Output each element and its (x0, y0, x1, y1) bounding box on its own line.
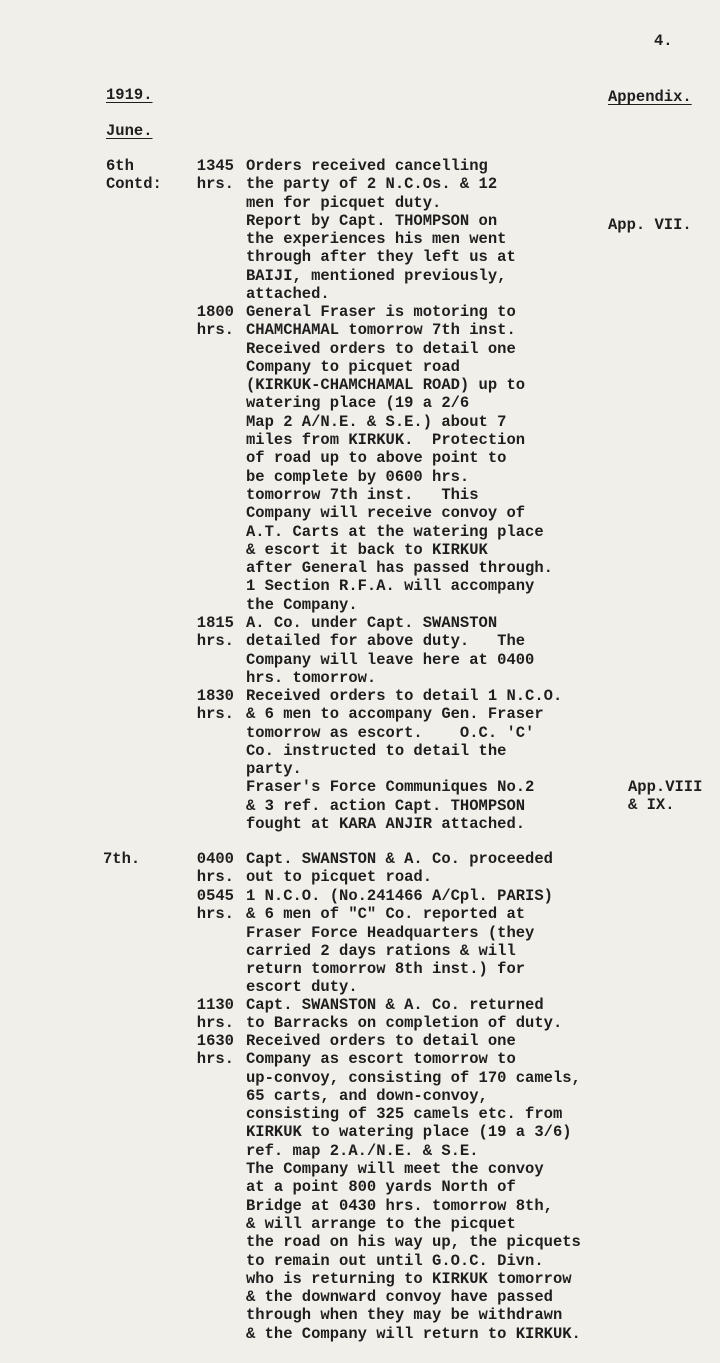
entry-time: 1345 (196, 157, 234, 175)
entry-line: BAIJI, mentioned previously, (246, 266, 507, 285)
appendix-ref: App. VII. (608, 216, 692, 234)
entry-line: (KIRKUK-CHAMCHAMAL ROAD) up to (246, 376, 526, 395)
entry-line: the party of 2 N.C.Os. & 12 (246, 175, 498, 194)
entry-time-unit: hrs. (196, 321, 234, 339)
entry-time: 1130 (196, 996, 234, 1014)
entry-line: at a point 800 yards North of (246, 1178, 516, 1197)
entry-line: of road up to above point to (246, 449, 507, 468)
entry-line: Received orders to detail 1 N.C.O. (246, 687, 563, 705)
entry-line: & 6 men to accompany Gen. Fraser (246, 705, 544, 724)
entry-line: hrs. tomorrow. (246, 668, 377, 687)
entry-line: the road on his way up, the picquets (246, 1233, 581, 1252)
page-number: 4. (654, 32, 673, 50)
entry-line: Report by Capt. THOMPSON on (246, 211, 498, 230)
entry-line: who is returning to KIRKUK tomorrow (246, 1269, 572, 1288)
entry-time-unit: hrs. (196, 905, 234, 923)
entry-time: 0545 (196, 887, 234, 905)
entry-line: Fraser Force Headquarters (they (246, 923, 535, 942)
entry-line: A.T. Carts at the watering place (246, 522, 544, 541)
entry-line: Company as escort tomorrow to (246, 1050, 516, 1069)
entry-text-1130 (246, 996, 562, 1033)
entry-line: be complete by 0600 hrs. (246, 467, 470, 486)
entry-line: The Company will meet the convoy (246, 1160, 544, 1179)
entry-time-unit: hrs. (196, 705, 234, 723)
entry-time: 1830 (196, 687, 234, 705)
entry-line: tomorrow as escort. O.C. 'C' (246, 723, 535, 742)
entry-line: ref. map 2.A./N.E. & S.E. (246, 1141, 479, 1160)
entry-time-unit: hrs. (196, 632, 234, 650)
entry-line: Received orders to detail one (246, 339, 516, 358)
entry-line: miles from KIRKUK. Protection (246, 431, 526, 450)
entry-text-1830 (246, 687, 562, 833)
entry-time: 1815 (196, 614, 234, 632)
entry-line: & the Company will return to KIRKUK. (246, 1324, 581, 1343)
entry-line: Bridge at 0430 hrs. tomorrow 8th, (246, 1196, 553, 1215)
entry-line: & will arrange to the picquet (246, 1214, 516, 1233)
entry-line: fought at KARA ANJIR attached. (246, 815, 526, 834)
month-heading: June. (106, 122, 153, 140)
entry-line: carried 2 days rations & will (246, 941, 516, 960)
entry-text-1800 (246, 303, 553, 614)
entry-line: to remain out until G.O.C. Divn. (246, 1251, 544, 1270)
entry-line: 1 N.C.O. (No.241466 A/Cpl. PARIS) (246, 887, 553, 905)
entry-line: after General has passed through. (246, 559, 553, 578)
appendix-ref-continued: & IX. (628, 796, 675, 814)
entry-line: General Fraser is motoring to (246, 303, 516, 321)
date-label-contd: Contd: (106, 175, 162, 193)
entry-line: escort duty. (246, 978, 358, 997)
entry-time: 1800 (196, 303, 234, 321)
entry-line: Fraser's Force Communiques No.2 (246, 778, 535, 797)
entry-line: Capt. SWANSTON & A. Co. proceeded (246, 850, 553, 868)
entry-line: Company to picquet road (246, 357, 460, 376)
entry-text-0545 (246, 887, 553, 997)
entry-line: Map 2 A/N.E. & S.E.) about 7 (246, 412, 507, 431)
entry-line: through when they may be withdrawn (246, 1306, 563, 1325)
entry-line: CHAMCHAMAL tomorrow 7th inst. (246, 321, 516, 340)
entry-line: watering place (19 a 2/6 (246, 394, 470, 413)
entry-line: & 3 ref. action Capt. THOMPSON (246, 796, 526, 815)
entry-line: 65 carts, and down-convoy, (246, 1086, 488, 1105)
entry-line: return tomorrow 8th inst.) for (246, 960, 526, 979)
appendix-ref: App.VIII (628, 778, 703, 796)
entry-time: 0400 (196, 850, 234, 868)
entry-line: Received orders to detail one (246, 1032, 516, 1050)
year-heading: 1919. (106, 86, 153, 104)
date-label: 7th. (103, 850, 141, 868)
entry-line: the experiences his men went (246, 230, 507, 249)
entry-line: to Barracks on completion of duty. (246, 1014, 563, 1033)
entry-line: & the downward convoy have passed (246, 1288, 553, 1307)
entry-line: Company will receive convoy of (246, 504, 526, 523)
entry-line: KIRKUK to watering place (19 a 3/6) (246, 1123, 572, 1142)
entry-line: tomorrow 7th inst. This (246, 485, 479, 504)
entry-line: party. (246, 760, 302, 779)
entry-time-unit: hrs. (196, 1014, 234, 1032)
date-label: 6th (106, 157, 134, 175)
entry-line: detailed for above duty. The (246, 632, 526, 651)
appendix-heading: Appendix. (608, 88, 692, 106)
entry-line: up-convoy, consisting of 170 camels, (246, 1068, 581, 1087)
entry-line: Orders received cancelling (246, 157, 488, 175)
entry-line: 1 Section R.F.A. will accompany (246, 577, 535, 596)
entry-line: Capt. SWANSTON & A. Co. returned (246, 996, 544, 1014)
entry-line: attached. (246, 285, 330, 304)
entry-line: out to picquet road. (246, 868, 433, 887)
entry-text-1815 (246, 614, 534, 687)
entry-text-0400 (246, 850, 553, 887)
entry-time-unit: hrs. (196, 175, 234, 193)
entry-line: & escort it back to KIRKUK (246, 540, 488, 559)
entry-line: Co. instructed to detail the (246, 741, 507, 760)
entry-line: the Company. (246, 595, 358, 614)
entry-line: men for picquet duty. (246, 193, 442, 212)
entry-time: 1630 (196, 1032, 234, 1050)
entry-line: through after they left us at (246, 248, 516, 267)
entry-text-1345 (246, 157, 516, 303)
entry-time-unit: hrs. (196, 1050, 234, 1068)
entry-line: consisting of 325 camels etc. from (246, 1105, 563, 1124)
entry-line: A. Co. under Capt. SWANSTON (246, 614, 498, 632)
entry-text-1630 (246, 1032, 581, 1343)
entry-line: & 6 men of "C" Co. reported at (246, 905, 526, 924)
entry-time-unit: hrs. (196, 868, 234, 886)
entry-line: Company will leave here at 0400 (246, 650, 535, 669)
